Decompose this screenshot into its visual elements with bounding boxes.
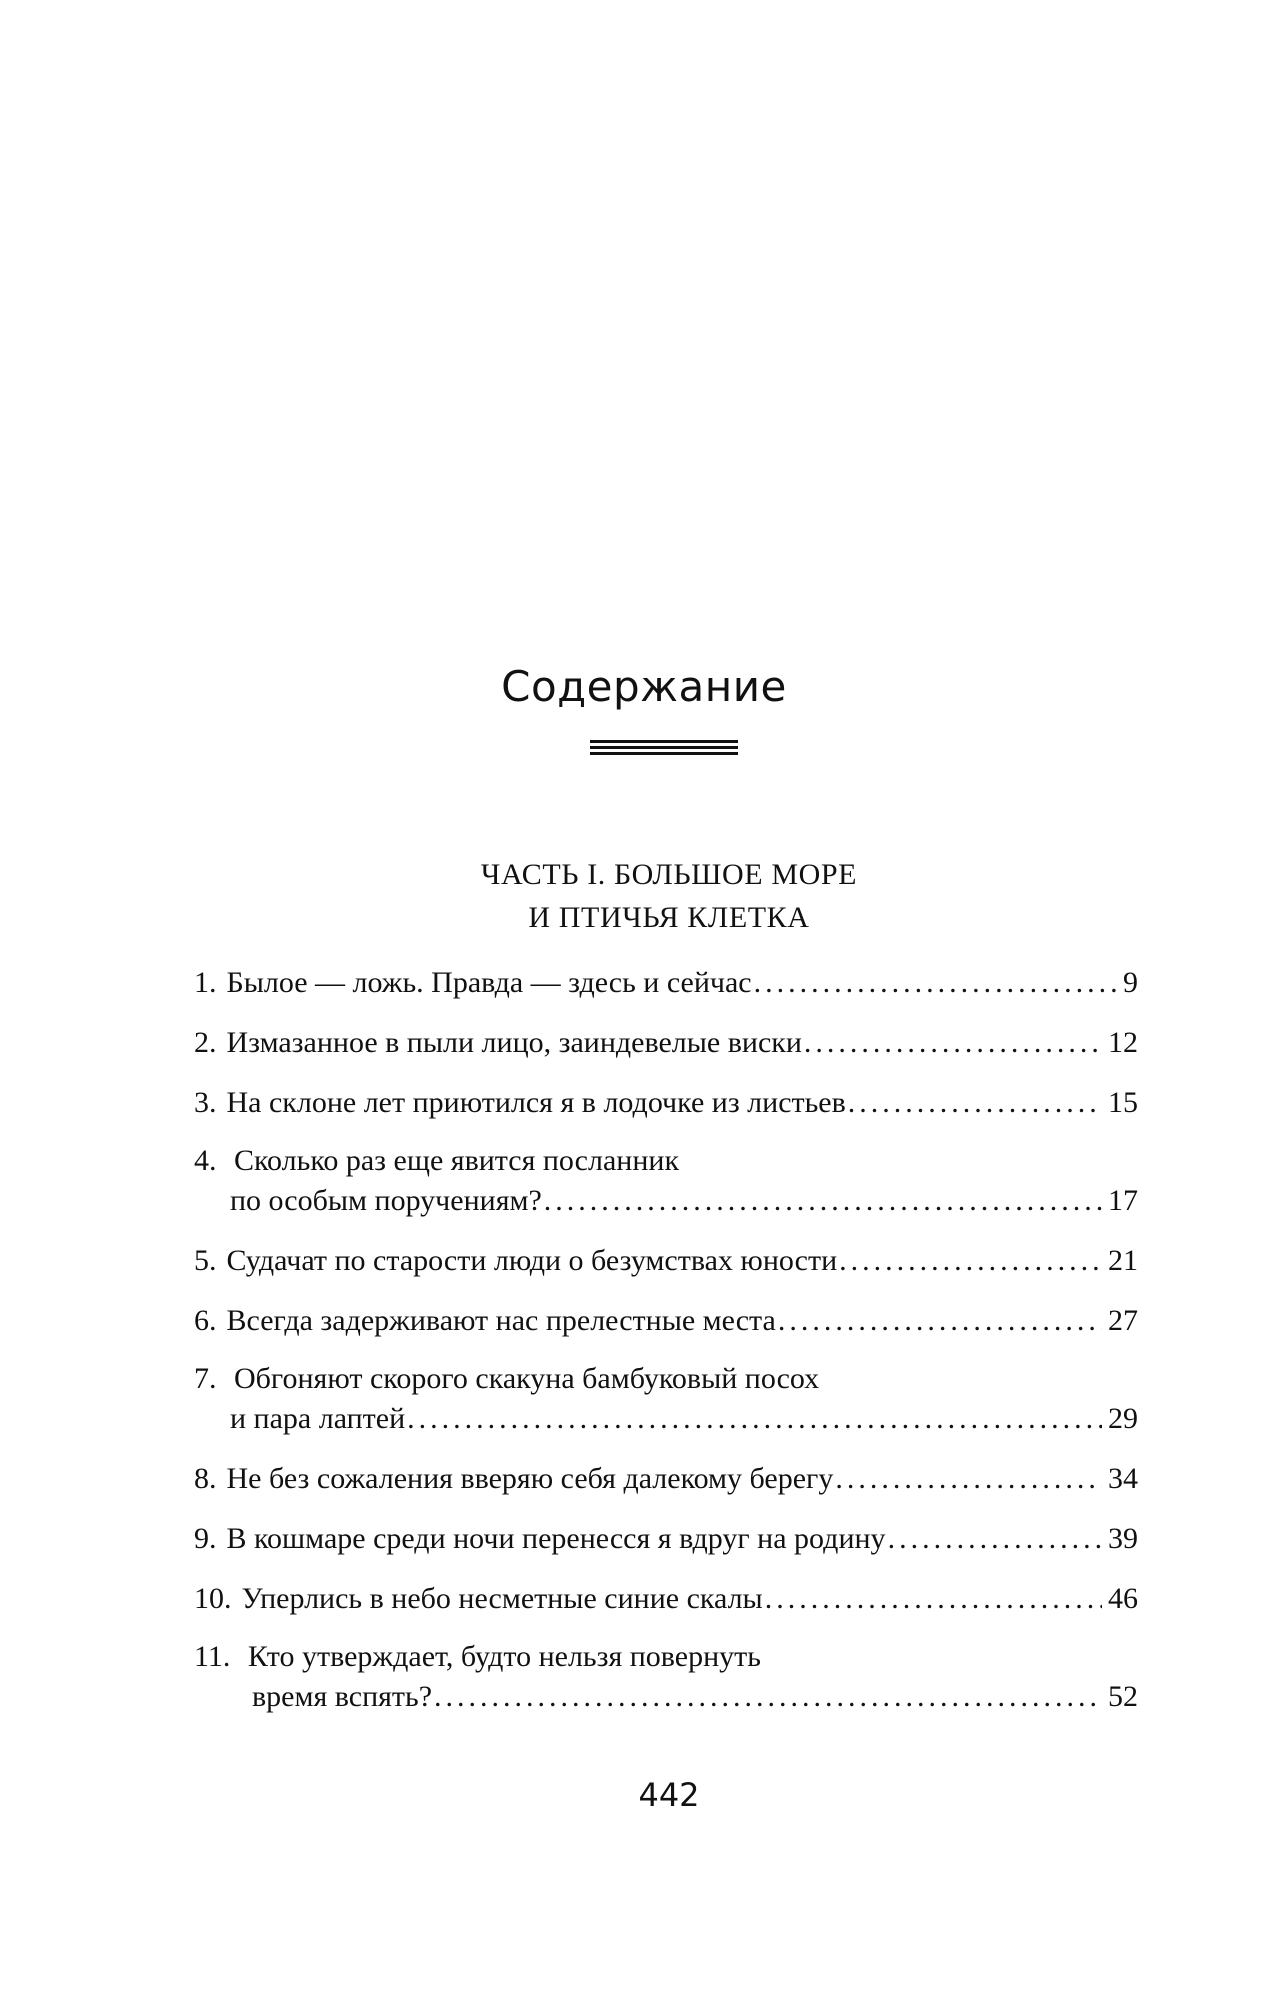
entry-number: 9. [194, 1522, 217, 1555]
toc-line [194, 1142, 1138, 1180]
part-title-line-2: И ПТИЧЬЯ КЛЕТКА [528, 901, 810, 934]
entry-title-continued: и пара лаптей [230, 1402, 406, 1435]
entry-title: Сколько раз еще явится посланник [234, 1144, 680, 1177]
toc-entry-4[interactable] [194, 1142, 1138, 1222]
entry-number: 8. [194, 1462, 217, 1495]
entry-number: 10. [194, 1582, 232, 1615]
toc-entry-2[interactable] [194, 1022, 1138, 1064]
entry-page-number: 46 [1108, 1582, 1138, 1615]
toc-entry-11[interactable] [194, 1638, 1138, 1718]
entry-number: 7. [194, 1362, 217, 1395]
toc-continuation-line [194, 1398, 1138, 1440]
dot-leader [839, 1240, 1102, 1282]
toc-line [194, 1240, 1138, 1282]
entry-number: 1. [194, 966, 217, 999]
entry-page-number: 29 [1108, 1402, 1138, 1435]
toc-entry-7[interactable] [194, 1360, 1138, 1440]
entry-number: 11. [194, 1640, 231, 1673]
entry-title-continued: время вспять? [252, 1680, 433, 1713]
entry-number: 3. [194, 1086, 217, 1119]
dot-leader [778, 1300, 1102, 1342]
entry-title: Былое — ложь. Правда — здесь и сейчас [226, 966, 752, 999]
entry-page-number: 9 [1123, 966, 1138, 999]
entry-title: Судачат по старости люди о безумствах юности [226, 1244, 838, 1277]
entry-page-number: 39 [1108, 1522, 1138, 1555]
rule-line [590, 740, 738, 743]
entry-number: 2. [194, 1026, 217, 1059]
heading-rule-ornament [590, 740, 738, 756]
entry-title: Всегда задерживают нас прелестные места [226, 1304, 776, 1337]
dot-leader [835, 1458, 1102, 1500]
entry-title: Обгоняют скорого скакуна бамбуковый посох [234, 1362, 820, 1395]
part-title [0, 853, 1288, 939]
toc-list [194, 962, 1138, 1736]
toc-continuation-line [194, 1676, 1138, 1718]
toc-entry-6[interactable] [194, 1300, 1138, 1342]
toc-entry-5[interactable] [194, 1240, 1138, 1282]
toc-continuation-line [194, 1180, 1138, 1222]
dot-leader [407, 1398, 1102, 1440]
toc-line [194, 1458, 1138, 1500]
dot-leader [434, 1676, 1102, 1718]
entry-number: 4. [194, 1144, 217, 1177]
entry-page-number: 21 [1108, 1244, 1138, 1277]
dot-leader [888, 1518, 1102, 1560]
entry-title: Уперлись в небо несметные синие скалы [241, 1582, 763, 1615]
entry-title: В кошмаре среди ночи перенесся я вдруг на родину [226, 1522, 886, 1555]
entry-title: Кто утверждает, будто нельзя повернуть [247, 1640, 761, 1673]
toc-line [194, 962, 1138, 1004]
entry-title: Измазанное в пыли лицо, заиндевелые виски [226, 1026, 802, 1059]
entry-title-continued: по особым поручениям? [230, 1184, 542, 1217]
toc-line [194, 1638, 1138, 1676]
entry-title: На склоне лет приютился я в лодочке из листьев [226, 1086, 846, 1119]
toc-line [194, 1518, 1138, 1560]
part-title-line-1: ЧАСТЬ I. БОЛЬШОЕ МОРЕ [480, 858, 858, 891]
toc-line [194, 1300, 1138, 1342]
rule-line [590, 752, 738, 755]
entry-title: Не без сожаления вверяю себя далекому берегу [226, 1462, 834, 1495]
dot-leader [544, 1180, 1102, 1222]
entry-number: 6. [194, 1304, 217, 1337]
toc-line [194, 1360, 1138, 1398]
entry-page-number: 27 [1108, 1304, 1138, 1337]
entry-page-number: 15 [1108, 1086, 1138, 1119]
toc-entry-10[interactable] [194, 1578, 1138, 1620]
toc-line [194, 1022, 1138, 1064]
entry-page-number: 52 [1108, 1680, 1138, 1713]
toc-line [194, 1082, 1138, 1124]
toc-heading: Содержание [501, 662, 787, 711]
rule-line [590, 746, 738, 749]
dot-leader [848, 1082, 1102, 1124]
toc-entry-3[interactable] [194, 1082, 1138, 1124]
entry-page-number: 12 [1108, 1026, 1138, 1059]
dot-leader [765, 1578, 1102, 1620]
dot-leader [754, 962, 1117, 1004]
entry-page-number: 34 [1108, 1462, 1138, 1495]
toc-entry-9[interactable] [194, 1518, 1138, 1560]
toc-line [194, 1578, 1138, 1620]
entry-number: 5. [194, 1244, 217, 1277]
page-number-folio: 442 [638, 1776, 700, 1814]
dot-leader [804, 1022, 1102, 1064]
entry-page-number: 17 [1108, 1184, 1138, 1217]
toc-entry-8[interactable] [194, 1458, 1138, 1500]
toc-entry-1[interactable] [194, 962, 1138, 1004]
